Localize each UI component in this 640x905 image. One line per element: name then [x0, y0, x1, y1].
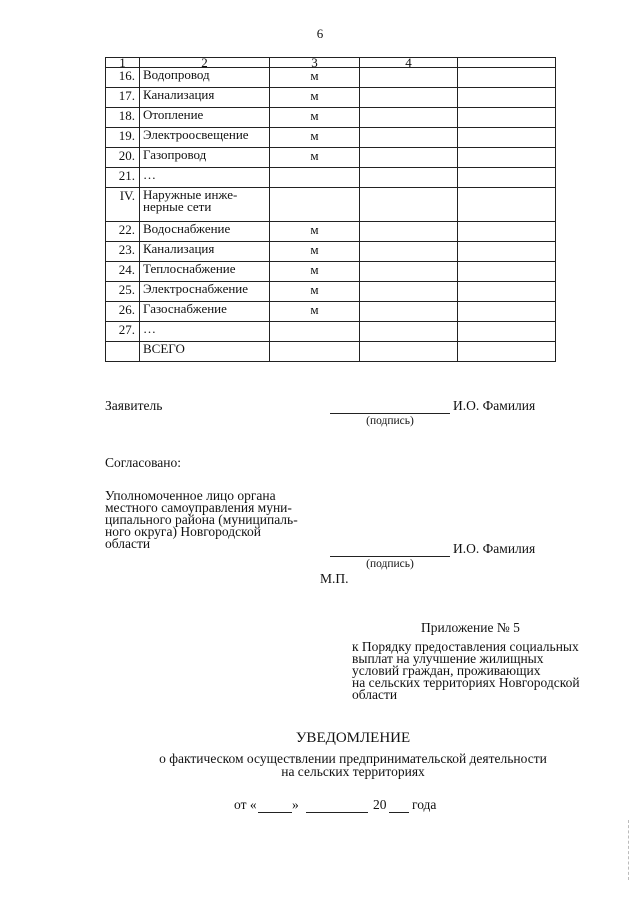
appendix-title: Приложение № 5: [421, 620, 520, 635]
row-cell-empty: [360, 108, 458, 128]
row-item-name: Водопровод: [140, 68, 270, 88]
applicant-signature-line: [330, 413, 450, 414]
row-number: 23.: [106, 242, 140, 262]
table-row: [106, 148, 556, 168]
row-cell-empty: [458, 262, 556, 282]
appendix-line: области: [352, 687, 398, 702]
date-year-prefix: 20: [373, 797, 387, 812]
table-row: [106, 188, 556, 222]
row-number: 17.: [106, 88, 140, 108]
cost-table: [105, 57, 556, 362]
row-cell-empty: [360, 188, 458, 222]
row-item-name: Электроосвещение: [140, 128, 270, 148]
official-signature-line: [330, 556, 450, 557]
approved-label: Согласовано:: [105, 455, 181, 470]
row-cell-empty: [458, 222, 556, 242]
stamp-label: М.П.: [320, 571, 349, 586]
row-number: 25.: [106, 282, 140, 302]
row-cell-empty: [458, 322, 556, 342]
row-item-name: …: [140, 168, 270, 188]
row-cell-empty: [458, 88, 556, 108]
date-year-line: [389, 812, 409, 813]
page-number: 6: [316, 26, 324, 41]
row-cell-empty: [360, 282, 458, 302]
applicant-label: Заявитель: [105, 398, 163, 413]
official-title: [105, 490, 325, 550]
table-row: [106, 128, 556, 148]
notice-subtitle: [0, 752, 640, 778]
row-number: 21.: [106, 168, 140, 188]
table-row: [106, 242, 556, 262]
table-row: [106, 168, 556, 188]
row-number: 19.: [106, 128, 140, 148]
row-unit: м: [270, 128, 360, 148]
row-item-name: Отопление: [140, 108, 270, 128]
row-number: 18.: [106, 108, 140, 128]
row-item-name: Электроснабжение: [140, 282, 270, 302]
table-row: [106, 108, 556, 128]
row-unit: м: [270, 68, 360, 88]
official-title-line: местного самоуправления муни-: [105, 500, 292, 515]
table-row: [106, 68, 556, 88]
official-name: И.О. Фамилия: [453, 541, 536, 556]
appendix-line: условий граждан, проживающих: [352, 663, 541, 678]
row-item-name: Водоснабжение: [140, 222, 270, 242]
row-cell-empty: [360, 88, 458, 108]
row-item-name: Канализация: [140, 88, 270, 108]
appendix-line: выплат на улучшение жилищных: [352, 651, 544, 666]
table-row: [106, 88, 556, 108]
row-number: 16.: [106, 68, 140, 88]
row-cell-empty: [360, 262, 458, 282]
table-row: [106, 322, 556, 342]
row-cell-empty: [458, 188, 556, 222]
official-signature-caption: (подпись): [366, 558, 414, 570]
col-header: 2: [140, 58, 270, 68]
row-cell-empty: [458, 168, 556, 188]
row-unit: м: [270, 282, 360, 302]
official-title-line: области: [105, 536, 151, 551]
row-number: 22.: [106, 222, 140, 242]
table-row: [106, 282, 556, 302]
row-unit: [270, 168, 360, 188]
col-header: 4: [360, 58, 458, 68]
table-row: [106, 262, 556, 282]
margin-mark: [628, 820, 631, 880]
appendix-text: [352, 641, 612, 701]
row-number: 27.: [106, 322, 140, 342]
row-cell-empty: [360, 68, 458, 88]
table-row: [106, 222, 556, 242]
table-row: [106, 342, 556, 362]
date-month-line: [306, 812, 368, 813]
row-unit: [270, 342, 360, 362]
row-cell-empty: [458, 242, 556, 262]
row-cell-empty: [360, 168, 458, 188]
row-cell-empty: [458, 342, 556, 362]
row-cell-empty: [458, 128, 556, 148]
row-item-name: Газоснабжение: [140, 302, 270, 322]
row-cell-empty: [360, 322, 458, 342]
date-mid: »: [292, 797, 299, 812]
row-cell-empty: [360, 128, 458, 148]
col-header: 1: [106, 58, 140, 68]
row-number: 20.: [106, 148, 140, 168]
official-title-line: Уполномоченное лицо органа: [105, 488, 276, 503]
row-unit: м: [270, 222, 360, 242]
row-cell-empty: [360, 342, 458, 362]
official-title-line: ного округа) Новгородской: [105, 524, 261, 539]
row-cell-empty: [360, 302, 458, 322]
row-item-name: …: [140, 322, 270, 342]
row-cell-empty: [360, 148, 458, 168]
row-unit: м: [270, 262, 360, 282]
notice-subtitle-line: о фактическом осуществлении предпринимательской деятельности: [159, 751, 547, 766]
row-unit: м: [270, 148, 360, 168]
date-suffix: года: [412, 797, 437, 812]
row-cell-empty: [458, 148, 556, 168]
row-unit: м: [270, 302, 360, 322]
official-title-line: ципального района (муниципаль-: [105, 512, 298, 527]
table-header-row: [106, 58, 556, 68]
row-cell-empty: [360, 222, 458, 242]
row-cell-empty: [458, 282, 556, 302]
row-item-name: Наружные инже- нерные сети: [140, 188, 270, 222]
row-item-name: Канализация: [140, 242, 270, 262]
row-unit: м: [270, 88, 360, 108]
row-item-name: Газопровод: [140, 148, 270, 168]
row-cell-empty: [458, 68, 556, 88]
date-prefix: от «: [234, 797, 257, 812]
row-unit: [270, 322, 360, 342]
notice-title: УВЕДОМЛЕНИЕ: [295, 730, 411, 746]
row-unit: м: [270, 242, 360, 262]
row-number: IV.: [106, 188, 140, 222]
row-item-name: ВСЕГО: [140, 342, 270, 362]
appendix-line: к Порядку предоставления социальных: [352, 639, 579, 654]
row-cell-empty: [360, 242, 458, 262]
applicant-name: И.О. Фамилия: [453, 398, 536, 413]
row-number: [106, 342, 140, 362]
notice-subtitle-line: на сельских территориях: [281, 764, 425, 779]
table-row: [106, 302, 556, 322]
row-unit: [270, 188, 360, 222]
applicant-signature-caption: (подпись): [366, 415, 414, 427]
row-cell-empty: [458, 302, 556, 322]
date-day-line: [258, 812, 292, 813]
row-number: 26.: [106, 302, 140, 322]
col-header: [458, 58, 556, 68]
row-cell-empty: [458, 108, 556, 128]
row-number: 24.: [106, 262, 140, 282]
appendix-line: на сельских территориях Новгородской: [352, 675, 580, 690]
row-item-name: Теплоснабжение: [140, 262, 270, 282]
col-header: 3: [270, 58, 360, 68]
row-unit: м: [270, 108, 360, 128]
